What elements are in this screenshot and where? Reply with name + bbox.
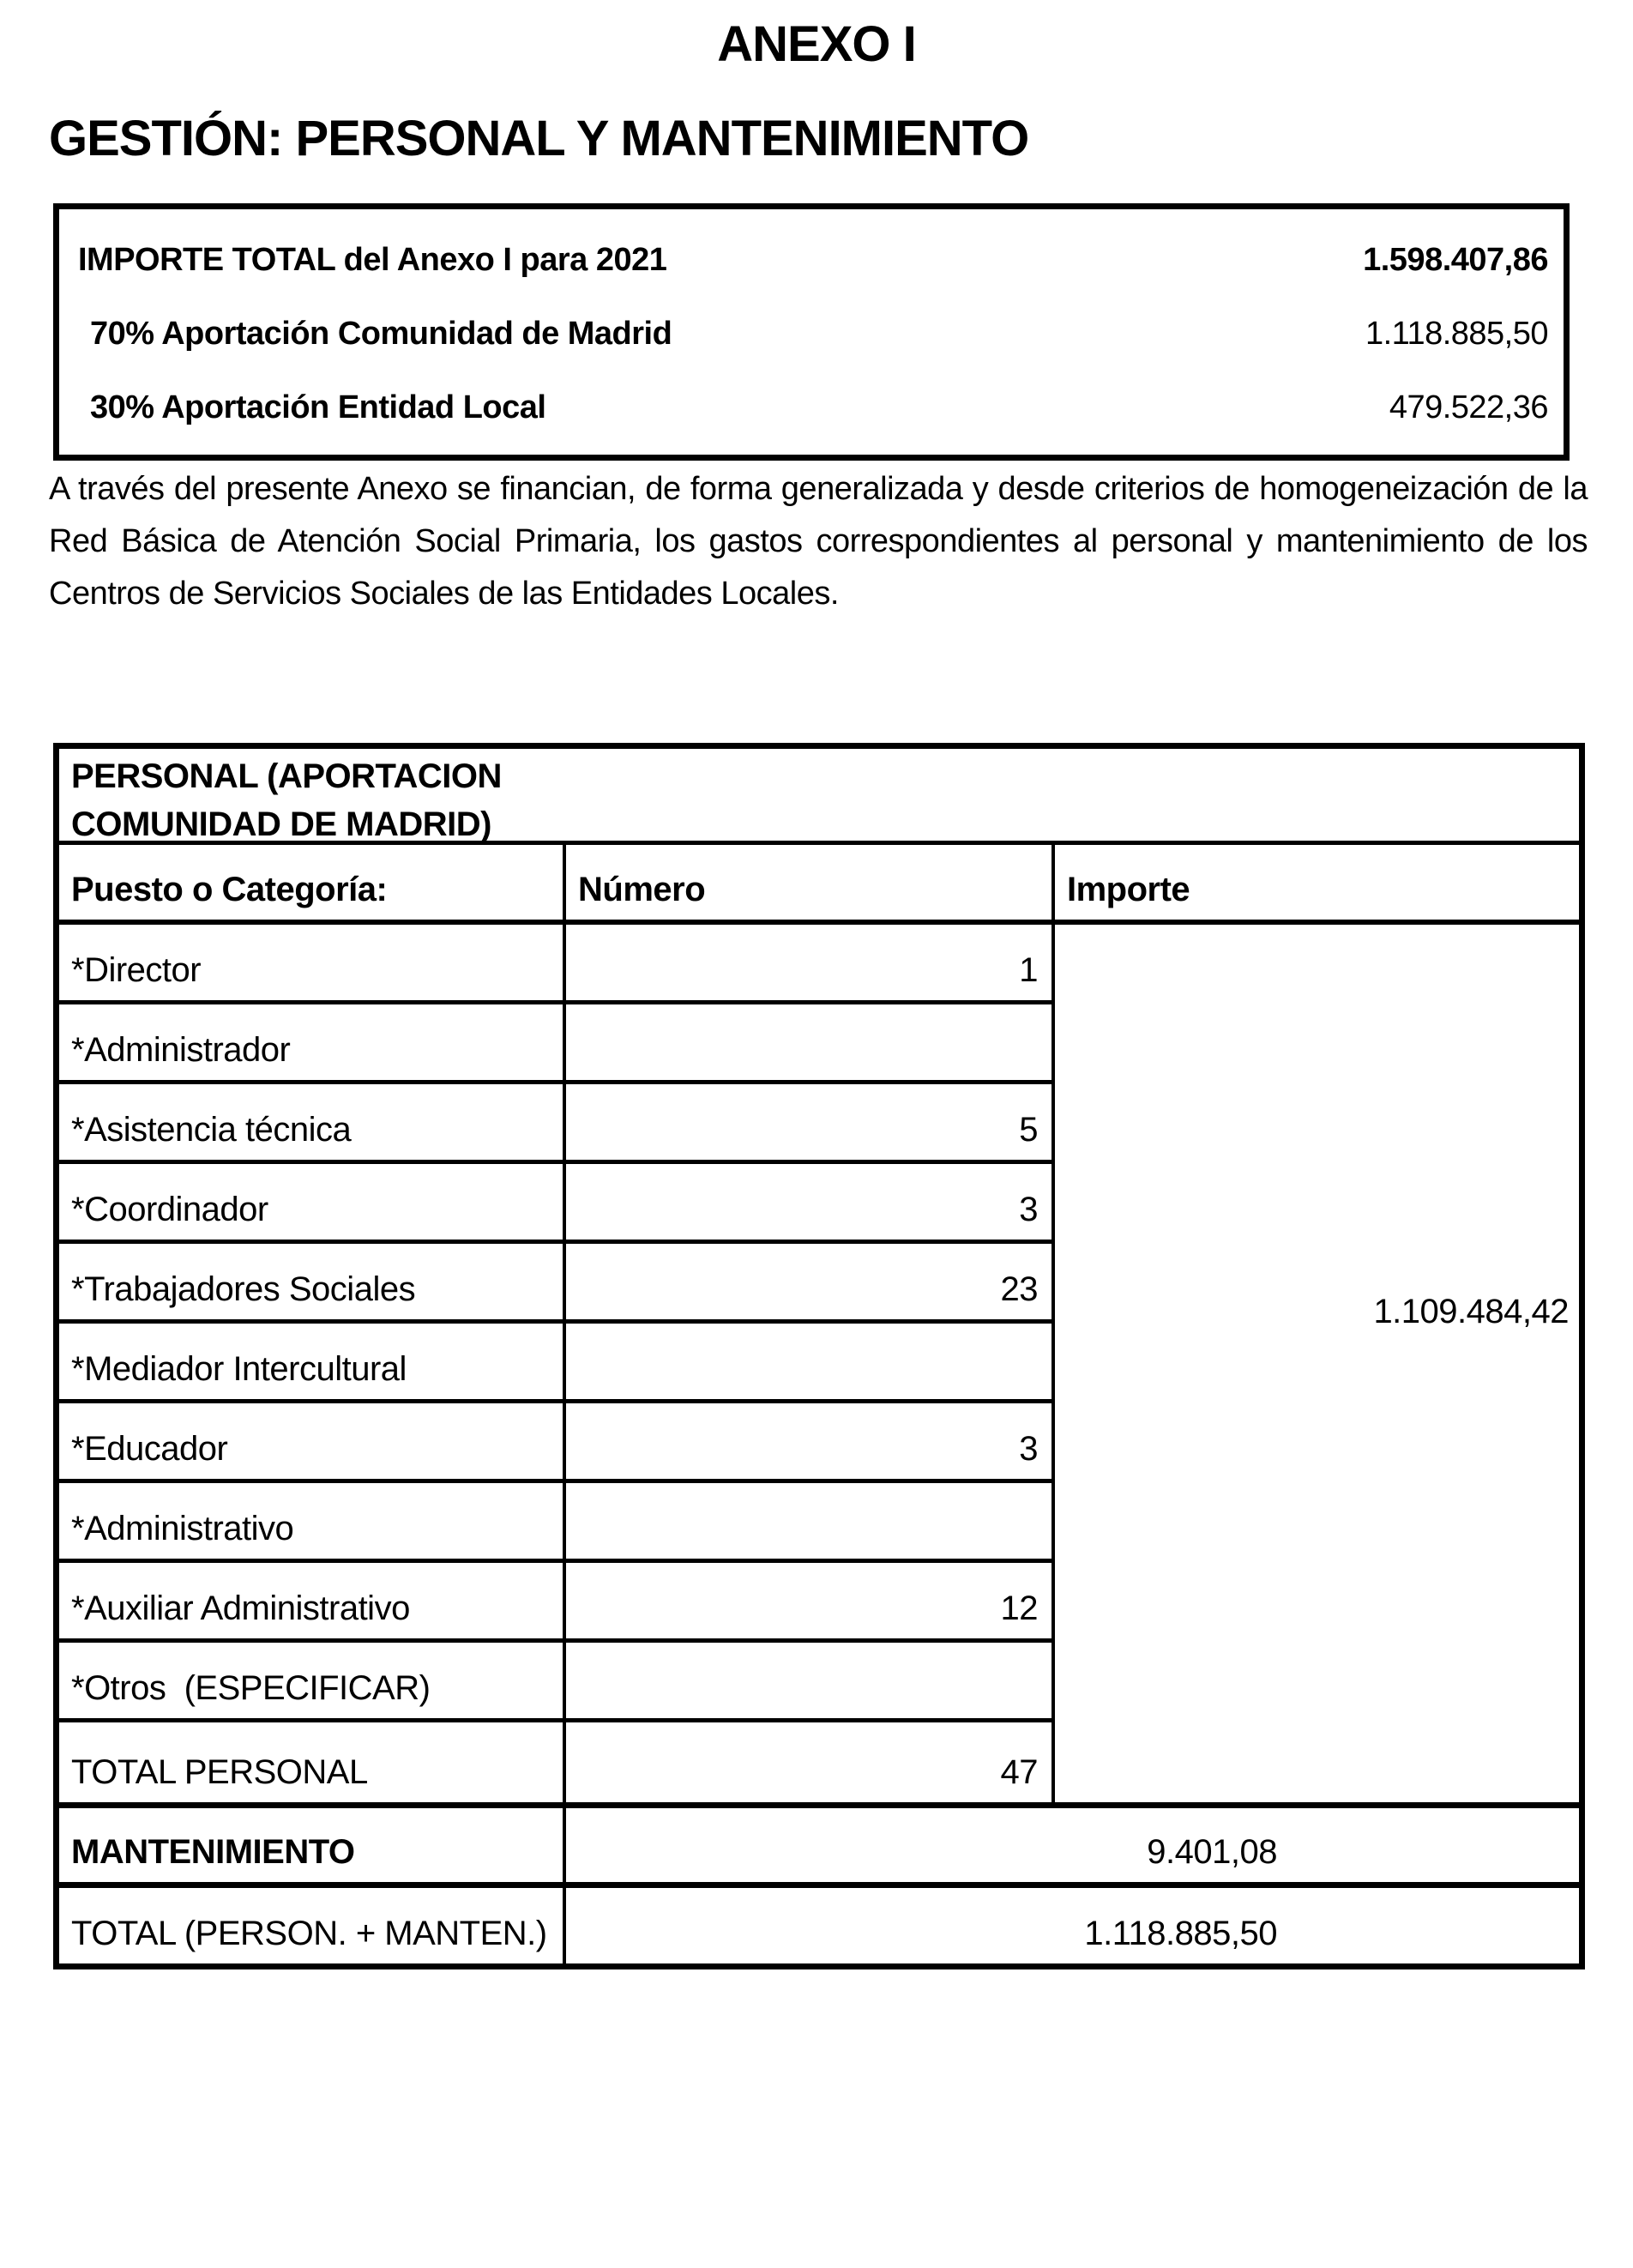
table-row-label: *Trabajadores Sociales	[59, 1244, 566, 1324]
section-heading: GESTIÓN: PERSONAL Y MANTENIMIENTO	[49, 111, 1029, 166]
total-value: 1.118.885,50	[1084, 1915, 1277, 1952]
header-puesto: Puesto o Categoría:	[59, 845, 566, 925]
personal-table	[53, 743, 1585, 1969]
table-title-cell	[59, 749, 1579, 845]
table-row-label: *Auxiliar Administrativo	[59, 1563, 566, 1643]
table-row-numero: 5	[566, 1084, 1052, 1164]
summary-label: IMPORTE TOTAL del Anexo I para 2021	[78, 241, 667, 278]
table-row-label-total-personal: TOTAL PERSONAL	[59, 1722, 566, 1802]
table-row-numero	[566, 1643, 1052, 1722]
table-row-label: *Educador	[59, 1403, 566, 1483]
table-row-numero	[566, 1483, 1052, 1563]
mantenimiento-label: MANTENIMIENTO	[59, 1808, 566, 1882]
table-row-label: *Director	[59, 925, 566, 1004]
table-row-numero: 23	[566, 1244, 1052, 1324]
summary-row-aportacion-cm	[78, 297, 1548, 371]
table-header-row	[59, 845, 1579, 925]
table-row-numero-total-personal: 47	[1000, 1753, 1038, 1791]
table-row-numero: 12	[566, 1563, 1052, 1643]
table-row-numero: 1	[566, 925, 1052, 1004]
table-row-label: *Coordinador	[59, 1164, 566, 1244]
summary-label: 30% Aportación Entidad Local	[90, 389, 546, 425]
intro-paragraph: A través del presente Anexo se financian, de forma generalizada y desde criterios de homogeneización de la Red Básica de Atención Social Primaria, los gastos correspondientes al personal y mantenimiento de los Centros de Servicios Sociales de las Entidades Locales.	[49, 471, 1588, 612]
table-body	[59, 925, 1579, 1808]
table-title-text: PERSONAL (APORTACION COMUNIDAD DE MADRID)	[71, 757, 502, 843]
total-row	[59, 1888, 1579, 1963]
summary-value: 1.118.885,50	[1365, 315, 1548, 352]
mantenimiento-row	[59, 1808, 1579, 1888]
importe-merged-cell: 1.109.484,42	[1052, 925, 1579, 1802]
summary-label: 70% Aportación Comunidad de Madrid	[90, 315, 672, 352]
table-row-label: *Administrativo	[59, 1483, 566, 1563]
summary-row-importe-total	[78, 223, 1548, 297]
header-importe: Importe	[1052, 845, 1579, 925]
mantenimiento-value: 9.401,08	[1147, 1833, 1277, 1871]
summary-value: 479.522,36	[1389, 389, 1548, 425]
table-row-label: *Administrador	[59, 1004, 566, 1084]
table-row-numero: 3	[566, 1403, 1052, 1483]
page-title: ANEXO I	[717, 16, 916, 72]
table-row-numero	[566, 1004, 1052, 1084]
table-row-label: *Asistencia técnica	[59, 1084, 566, 1164]
table-row-label: *Otros (ESPECIFICAR)	[59, 1643, 566, 1722]
summary-row-aportacion-local	[78, 371, 1548, 444]
header-numero: Número	[566, 845, 1052, 925]
total-label: TOTAL (PERSON. + MANTEN.)	[59, 1888, 566, 1963]
summary-value: 1.598.407,86	[1363, 241, 1548, 278]
table-row-numero	[566, 1324, 1052, 1403]
table-row-numero: 3	[566, 1164, 1052, 1244]
importe-total-box	[53, 203, 1570, 461]
table-row-label: *Mediador Intercultural	[59, 1324, 566, 1403]
